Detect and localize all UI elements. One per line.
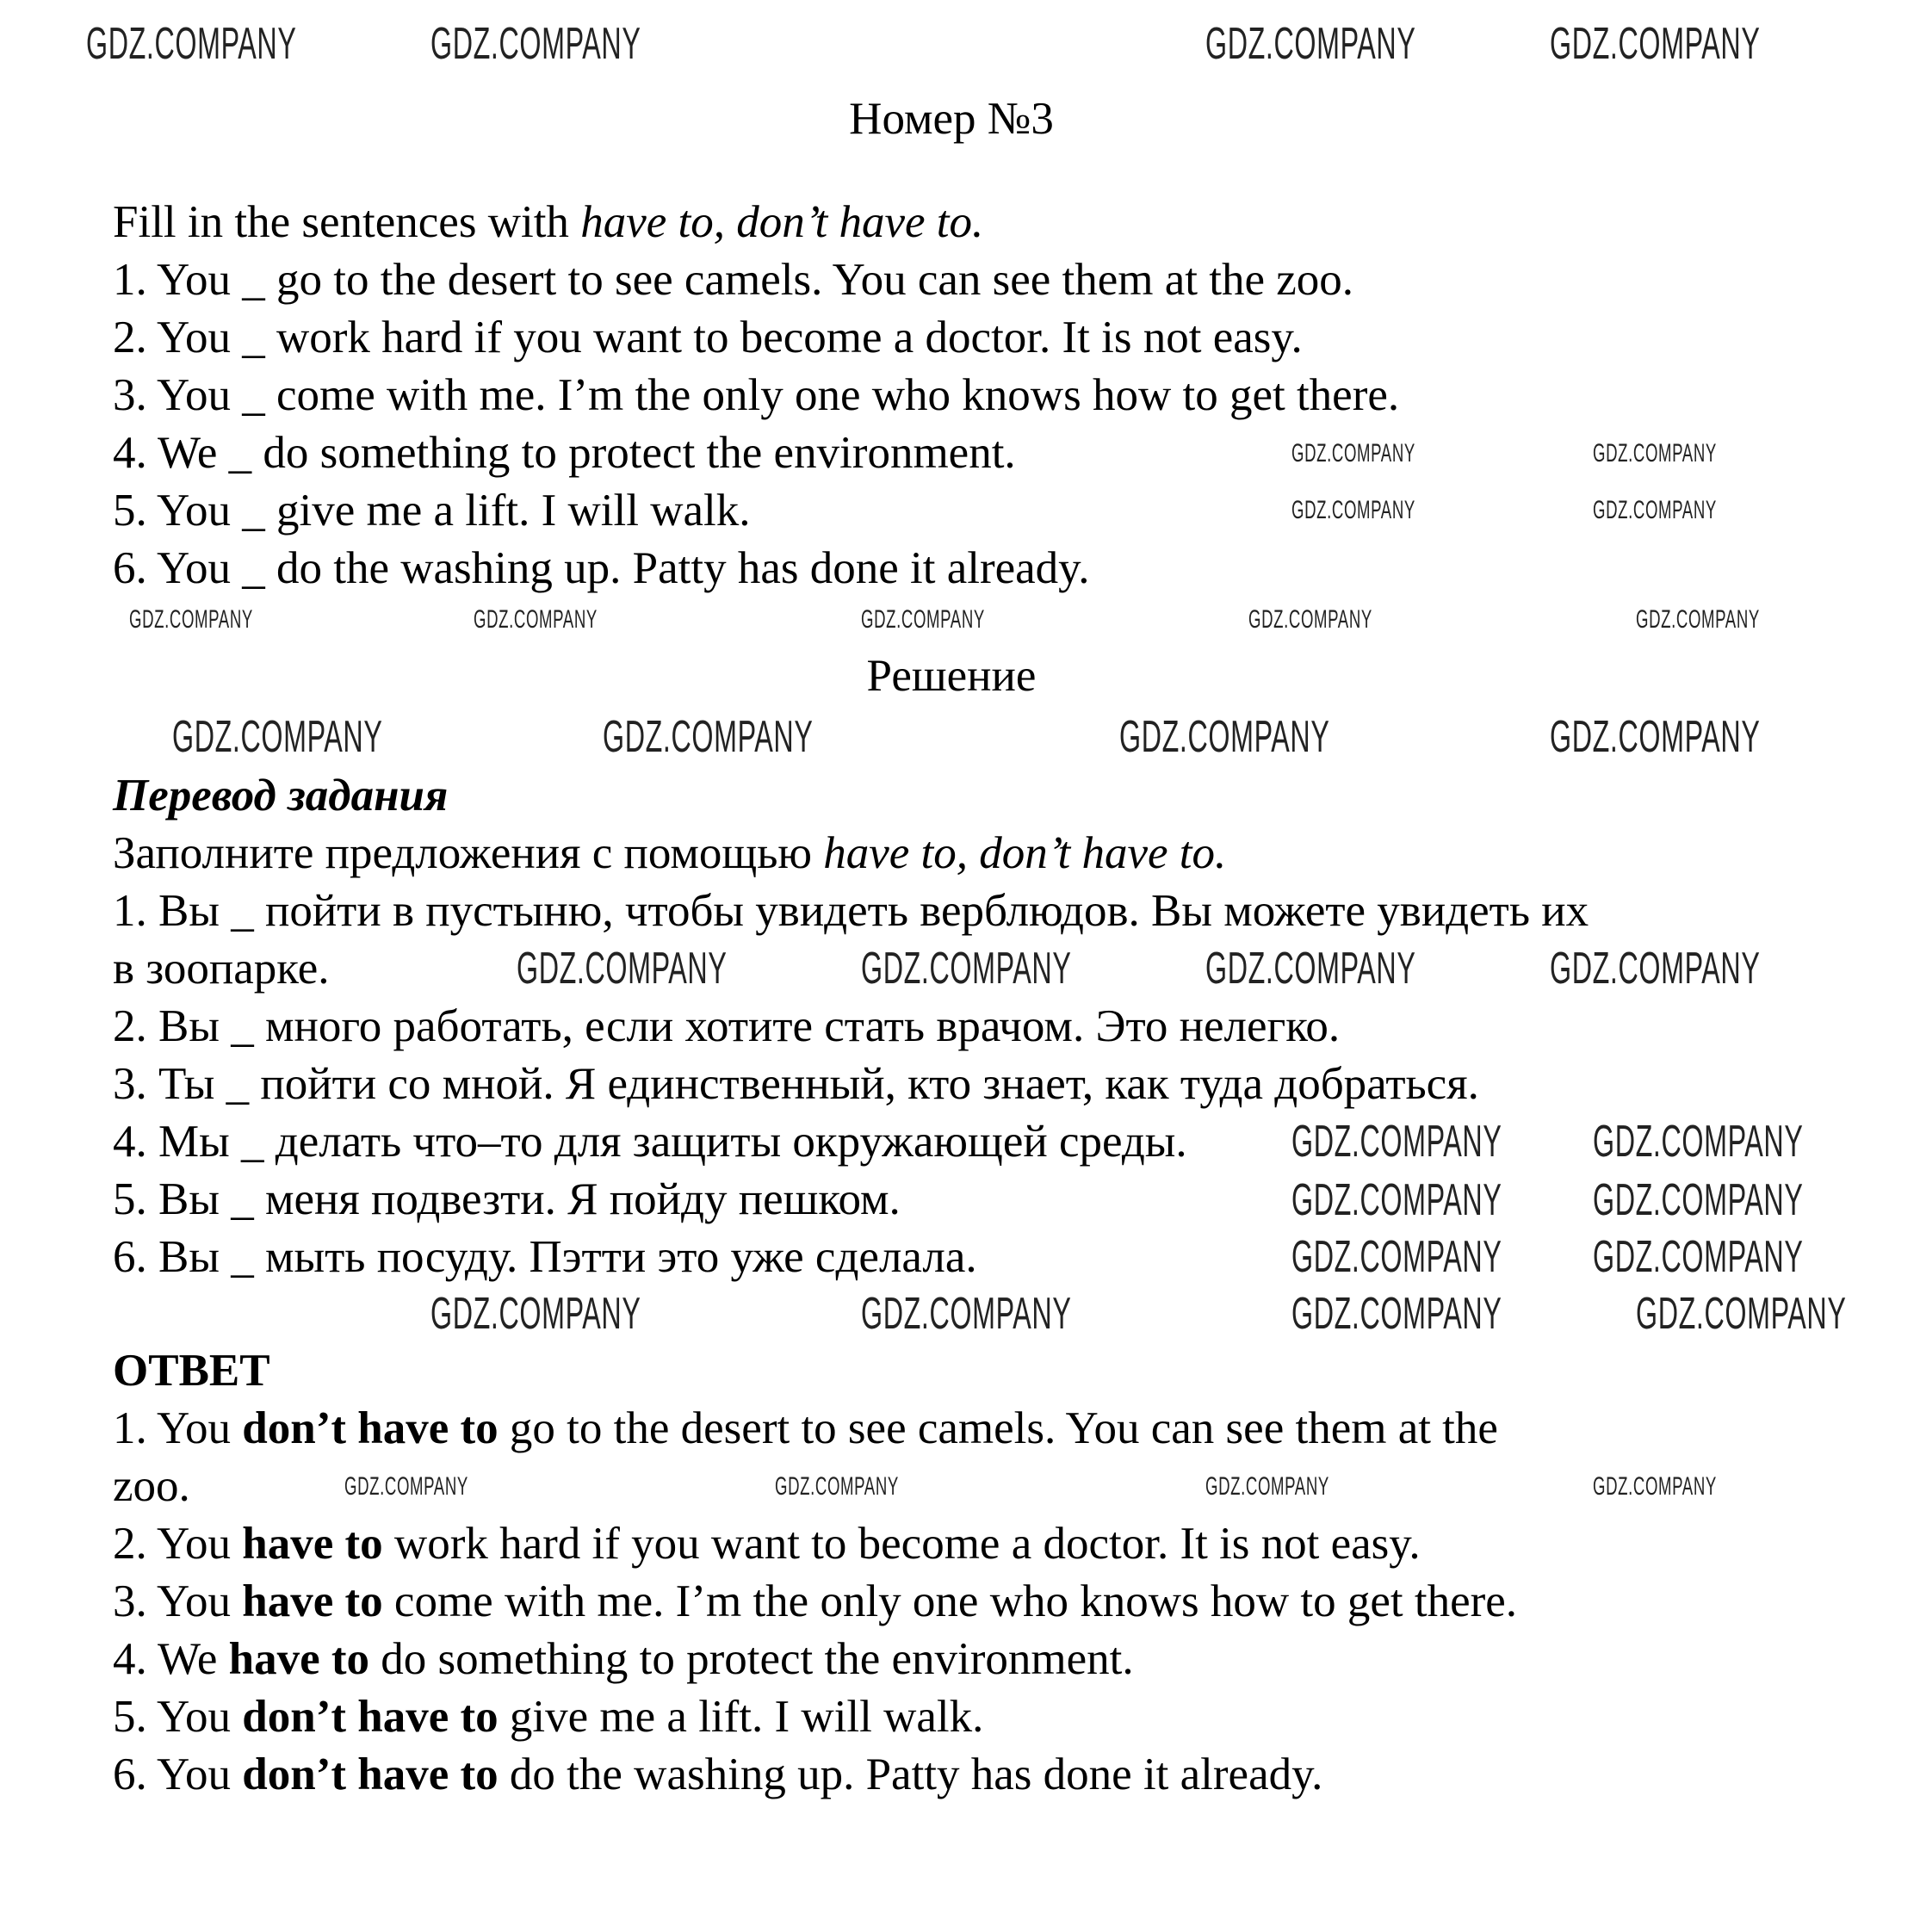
answer-item [113, 1691, 983, 1743]
watermark: GDZ.COMPANY [861, 1289, 1072, 1339]
answer-heading [113, 1345, 270, 1396]
watermark: GDZ.COMPANY [1119, 712, 1330, 762]
task-instruction [113, 196, 983, 248]
translation-item: в зоопарке. [113, 944, 330, 994]
task-item: 6. You _ do the washing up. Patty has done it already. [113, 543, 1090, 593]
answer-item [113, 1460, 190, 1512]
watermark: GDZ.COMPANY [1593, 439, 1717, 468]
answer-bold: don’t have to [242, 1403, 499, 1453]
task-item: 2. You _ work hard if you want to become a doctor. It is not easy. [113, 313, 1303, 362]
page-title-text: Номер №3 [849, 94, 1054, 144]
solution-heading-text: Решение [866, 651, 1037, 701]
answer-post: do something to protect the environment. [369, 1634, 1134, 1684]
answer-bold: have to [228, 1634, 370, 1684]
translation-instruction [113, 827, 1226, 879]
answer-pre: 5. You [113, 1692, 243, 1742]
task-intro: Fill in the sentences with [113, 197, 581, 247]
answer-pre: zoo. [113, 1461, 190, 1511]
watermark: GDZ.COMPANY [1291, 1117, 1502, 1167]
watermark: GDZ.COMPANY [1593, 496, 1717, 524]
watermark: GDZ.COMPANY [1636, 605, 1760, 634]
watermark: GDZ.COMPANY [1593, 1175, 1804, 1225]
watermark: GDZ.COMPANY [474, 605, 598, 634]
watermark: GDZ.COMPANY [861, 944, 1072, 994]
answer-bold: have to [242, 1576, 383, 1626]
translation-item: 3. Ты _ пойти со мной. Я единственный, кто знает, как туда добраться. [113, 1059, 1479, 1109]
watermark: GDZ.COMPANY [1205, 1472, 1329, 1501]
watermark: GDZ.COMPANY [344, 1472, 468, 1501]
watermark: GDZ.COMPANY [517, 944, 728, 994]
translation-item: 6. Вы _ мыть посуду. Пэтти это уже сделала. [113, 1232, 977, 1282]
answer-heading-text: ОТВЕТ [113, 1346, 270, 1396]
answer-item [113, 1749, 1322, 1800]
task-intro-italic: have to, don’t have to. [580, 197, 984, 247]
watermark: GDZ.COMPANY [1291, 1289, 1502, 1339]
answer-item [113, 1518, 1421, 1570]
watermark: GDZ.COMPANY [1593, 1117, 1804, 1167]
answer-post: give me a lift. I will walk. [498, 1692, 984, 1742]
watermark: GDZ.COMPANY [1291, 1175, 1502, 1225]
watermark: GDZ.COMPANY [603, 712, 814, 762]
watermark: GDZ.COMPANY [775, 1472, 899, 1501]
answer-bold: don’t have to [242, 1692, 499, 1742]
translation-intro-italic: have to, don’t have to. [823, 828, 1227, 878]
answer-item [113, 1633, 1134, 1685]
translation-heading [113, 770, 448, 821]
answer-pre: 4. We [113, 1634, 229, 1684]
translation-item: 5. Вы _ меня подвезти. Я пойду пешком. [113, 1174, 901, 1224]
watermark: GDZ.COMPANY [861, 605, 985, 634]
translation-intro: Заполните предложения с помощью [113, 828, 824, 878]
watermark: GDZ.COMPANY [430, 1289, 641, 1339]
watermark: GDZ.COMPANY [1291, 496, 1415, 524]
translation-heading-text: Перевод задания [113, 771, 449, 820]
answer-item [113, 1403, 1498, 1454]
translation-item: 1. Вы _ пойти в пустыню, чтобы увидеть верблюдов. Вы можете увидеть их [113, 886, 1589, 936]
task-item: 4. We _ do something to protect the environment. [113, 428, 1016, 478]
answer-pre: 1. You [113, 1403, 243, 1453]
watermark: GDZ.COMPANY [1248, 605, 1372, 634]
answer-bold: don’t have to [242, 1749, 499, 1799]
answer-bold: have to [242, 1519, 383, 1569]
answer-post: go to the desert to see camels. You can see them at the [498, 1403, 1498, 1453]
watermark: GDZ.COMPANY [172, 712, 383, 762]
watermark: GDZ.COMPANY [1291, 1232, 1502, 1282]
answer-post: come with me. I’m the only one who knows how to get there. [382, 1576, 1518, 1626]
answer-item [113, 1576, 1517, 1627]
page-title [0, 93, 1903, 145]
watermark: GDZ.COMPANY [86, 19, 297, 69]
task-item: 5. You _ give me a lift. I will walk. [113, 486, 751, 536]
solution-heading [0, 650, 1903, 702]
watermark: GDZ.COMPANY [1205, 944, 1416, 994]
task-item: 1. You _ go to the desert to see camels. You can see them at the zoo. [113, 255, 1354, 305]
answer-pre: 6. You [113, 1749, 243, 1799]
answer-post: work hard if you want to become a doctor. It is not easy. [382, 1519, 1421, 1569]
watermark: GDZ.COMPANY [1593, 1232, 1804, 1282]
answer-pre: 2. You [113, 1519, 243, 1569]
task-item: 3. You _ come with me. I’m the only one who knows how to get there. [113, 370, 1400, 420]
translation-item: 4. Мы _ делать что–то для защиты окружающей среды. [113, 1117, 1187, 1167]
watermark: GDZ.COMPANY [1550, 712, 1761, 762]
watermark: GDZ.COMPANY [1205, 19, 1416, 69]
answer-pre: 3. You [113, 1576, 243, 1626]
answer-post: do the washing up. Patty has done it already. [498, 1749, 1323, 1799]
watermark: GDZ.COMPANY [1593, 1472, 1717, 1501]
watermark: GDZ.COMPANY [1636, 1289, 1847, 1339]
watermark: GDZ.COMPANY [1550, 944, 1761, 994]
watermark: GDZ.COMPANY [1291, 439, 1415, 468]
translation-item: 2. Вы _ много работать, если хотите стать врачом. Это нелегко. [113, 1001, 1341, 1051]
watermark: GDZ.COMPANY [1550, 19, 1761, 69]
watermark: GDZ.COMPANY [129, 605, 253, 634]
watermark: GDZ.COMPANY [430, 19, 641, 69]
